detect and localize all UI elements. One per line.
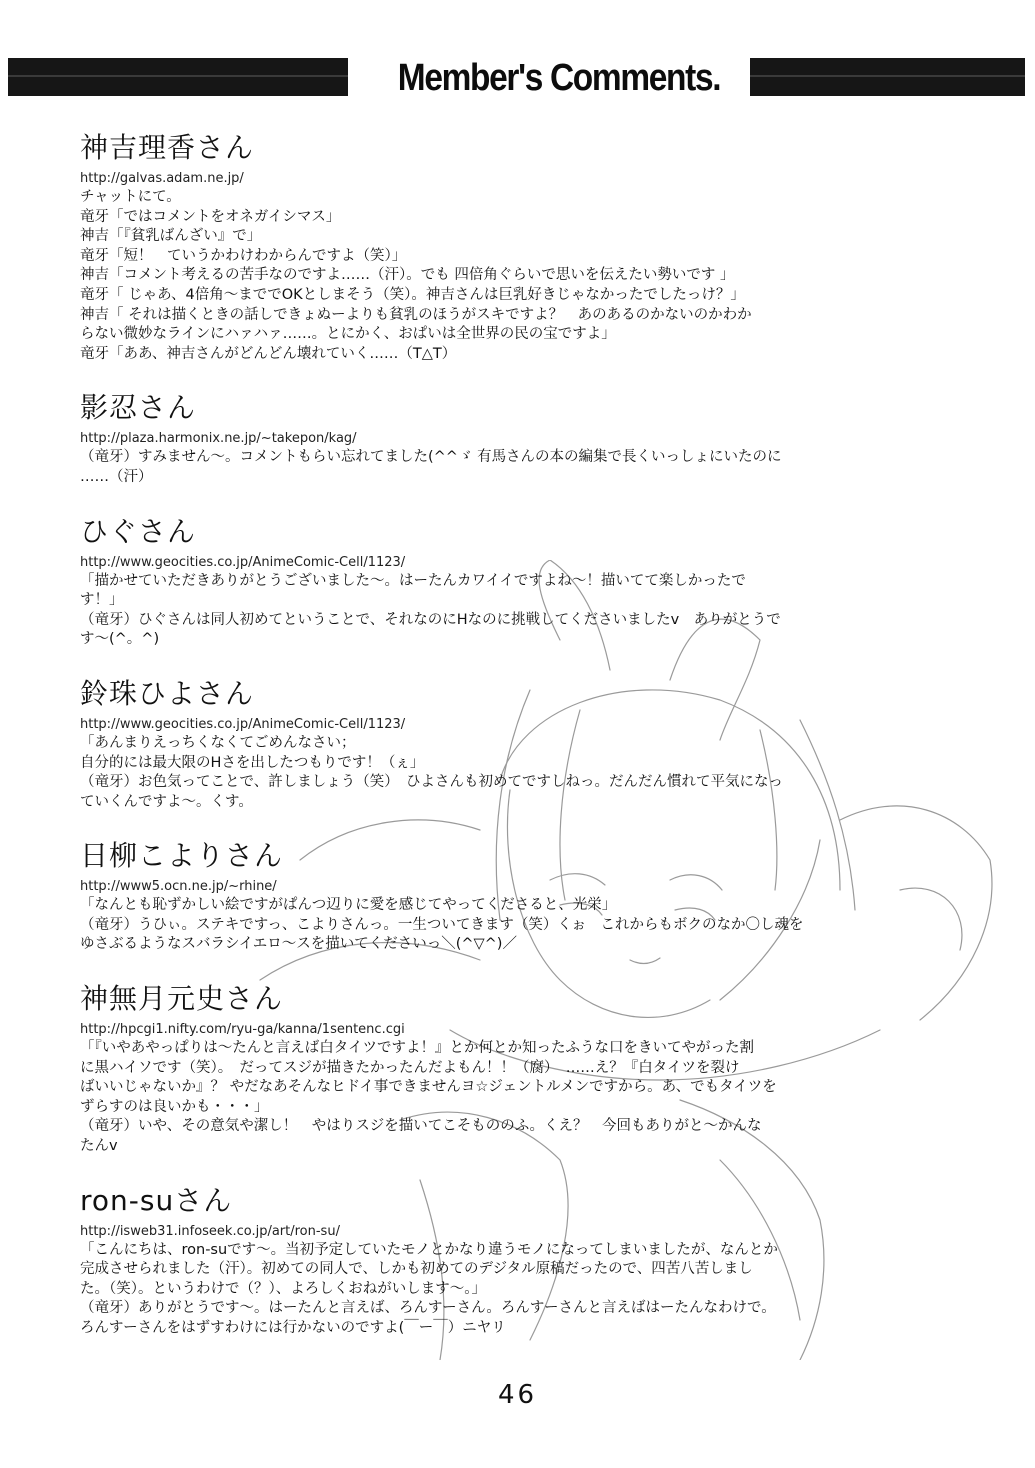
comment-line: （竜牙）うひぃ。ステキですっ、こよりさんっ。一生ついてきます（笑）くぉ これからもボクのなか〇し魂を bbox=[80, 916, 804, 933]
member-name: ひぐさん bbox=[80, 514, 197, 548]
comment-line: たんv bbox=[80, 1138, 118, 1155]
member-url: http://www5.ocn.ne.jp/~rhine/ bbox=[80, 879, 277, 895]
member-section bbox=[80, 128, 870, 364]
member-section bbox=[80, 1181, 870, 1339]
member-section bbox=[80, 979, 870, 1157]
comment-line: ずらすのは良いかも・・・」 bbox=[80, 1098, 269, 1115]
member-name: 神無月元史さん bbox=[80, 982, 284, 1016]
comment-line: 神吉「『貧乳ばんざい』で」 bbox=[80, 228, 262, 245]
header-bar-right bbox=[750, 58, 1025, 96]
member-section bbox=[80, 512, 870, 650]
member-section bbox=[80, 836, 870, 955]
comment-line: ろんすーさんをはずすわけには行かないのですよ(￣ー￣）ニヤリ bbox=[80, 1320, 506, 1336]
member-url: http://isweb31.infoseek.co.jp/art/ron-su/ bbox=[80, 1223, 340, 1239]
comment-line: 「こんにちは、ron-suです～。当初予定していたモノとかなり違うモノになってしまいましたが、なんとか bbox=[80, 1241, 778, 1258]
member-section bbox=[80, 388, 870, 487]
member-section bbox=[80, 674, 870, 812]
comment-line: 竜牙「 じゃあ、4倍角～まででOKとしまそう（笑）。神吉さんは巨乳好きじゃなかったでしたっけ？」 bbox=[80, 286, 745, 303]
member-name: 影忍さん bbox=[80, 391, 197, 425]
comment-line: 「なんとも恥ずかしい絵ですがぱんつ辺りに愛を感じてやってくださると、光栄」 bbox=[80, 897, 617, 914]
comment-line: 「あんまりえっちくなくてごめんなさい； bbox=[80, 734, 356, 751]
comment-line: 竜牙「ああ、神吉さんがどんどん壊れていく……（T△T） bbox=[80, 345, 457, 362]
comment-line: す！」 bbox=[80, 592, 124, 609]
member-url: http://plaza.harmonix.ne.jp/~takepon/kag/ bbox=[80, 431, 357, 447]
comment-line: ……（汗） bbox=[80, 468, 153, 485]
comment-line: 神吉「コメント考えるの苦手なのですよ……（汗）。でも 四倍角ぐらいで思いを伝えたい勢いです 」 bbox=[80, 267, 735, 284]
page-header bbox=[8, 52, 1025, 104]
comment-line: た。（笑）。というわけで（？）、よろしくおねがいします～。」 bbox=[80, 1280, 486, 1297]
comment-line: す～(^。^) bbox=[80, 631, 160, 648]
comment-line: （竜牙）お色気ってことで、許しましょう（笑） ひよさんも初めてですしねっ。だんだん慣れて平気になっ bbox=[80, 774, 783, 791]
member-comments bbox=[80, 128, 870, 1363]
comment-line: （竜牙）ひぐさんは同人初めてということで、それなのにHなのに挑戦してくださいましたv ありがとうで bbox=[80, 611, 781, 628]
header-bar-left bbox=[8, 58, 348, 96]
comment-line: 竜牙「短！ ていうかわけわからんですよ（笑）」 bbox=[80, 247, 407, 264]
comment-line: ていくんですよ～。くす。 bbox=[80, 793, 253, 810]
comment-line: （竜牙）すみません～。コメントもらい忘れてました(^^ゞ 有馬さんの本の編集で長くいっしょにいたのに bbox=[80, 449, 782, 466]
member-url: http://www.geocities.co.jp/AnimeComic-Cell/1123/ bbox=[80, 554, 406, 570]
comment-line: 完成させられました（汗）。初めての同人で、しかも初めてのデジタル原稿だったので、四苦八苦しまし bbox=[80, 1261, 753, 1278]
comment-line: 竜牙「ではコメントをオネガイシマス」 bbox=[80, 208, 341, 225]
comment-line: 「『いやあやっぱりは～たんと言えば白タイツですよ！』とか何とか知ったふうな口をきいてやがった割 bbox=[80, 1040, 754, 1057]
member-name: 日柳こよりさん bbox=[80, 839, 284, 873]
member-name: 鈴珠ひよさん bbox=[80, 676, 255, 710]
comment-line: らない微妙なラインにハァハァ……。とにかく、おぱいは全世界の民の宝ですよ」 bbox=[80, 326, 616, 343]
comment-line: 「描かせていただきありがとうございました～。はーたんカワイイですよね～！描いてて楽しかったで bbox=[80, 572, 746, 589]
member-url: http://hpcgi1.nifty.com/ryu-ga/kanna/1sentenc.cgi bbox=[80, 1022, 405, 1038]
comment-line: ばいいじゃないか』？ やだなあそんなヒドイ事できませんヨ☆ジェントルメンですから。あ、でもタイツを bbox=[80, 1079, 777, 1096]
comment-line: 自分的には最大限のHさを出したつもりです！（ぇ」 bbox=[80, 754, 425, 771]
comment-line: チャットにて。 bbox=[80, 189, 181, 205]
member-name: ron-suさん bbox=[80, 1183, 233, 1217]
comment-line: ゆさぶるようなスバラシイエロ～スを描いてくださいっ＼(^▽^)／ bbox=[80, 936, 517, 953]
page-number: 46 bbox=[497, 1380, 538, 1410]
member-url: http://www.geocities.co.jp/AnimeComic-Cell/1123/ bbox=[80, 716, 406, 732]
comment-line: （竜牙）いや、その意気や潔し！ やはりスジを描いてこそもののふ。くえ？ 今回もありがと～かんな bbox=[80, 1118, 762, 1135]
comment-line: （竜牙）ありがとうです～。はーたんと言えば、ろんすーさん。ろんすーさんと言えばはーたんなわけで。 bbox=[80, 1300, 776, 1317]
comment-line: に黒ハイソです（笑）。 だってスジが描きたかったんだよもん！！（腐） ……え？『白タイツを裂け bbox=[80, 1059, 740, 1076]
member-name: 神吉理香さん bbox=[80, 131, 255, 164]
member-url: http://galvas.adam.ne.jp/ bbox=[80, 171, 244, 186]
page-title: Member's Comments. bbox=[397, 57, 721, 99]
comment-line: 神吉「 それは描くときの話しできょぬーよりも貧乳のほうがスキですよ？ あのあるのかないのかわか bbox=[80, 306, 752, 323]
